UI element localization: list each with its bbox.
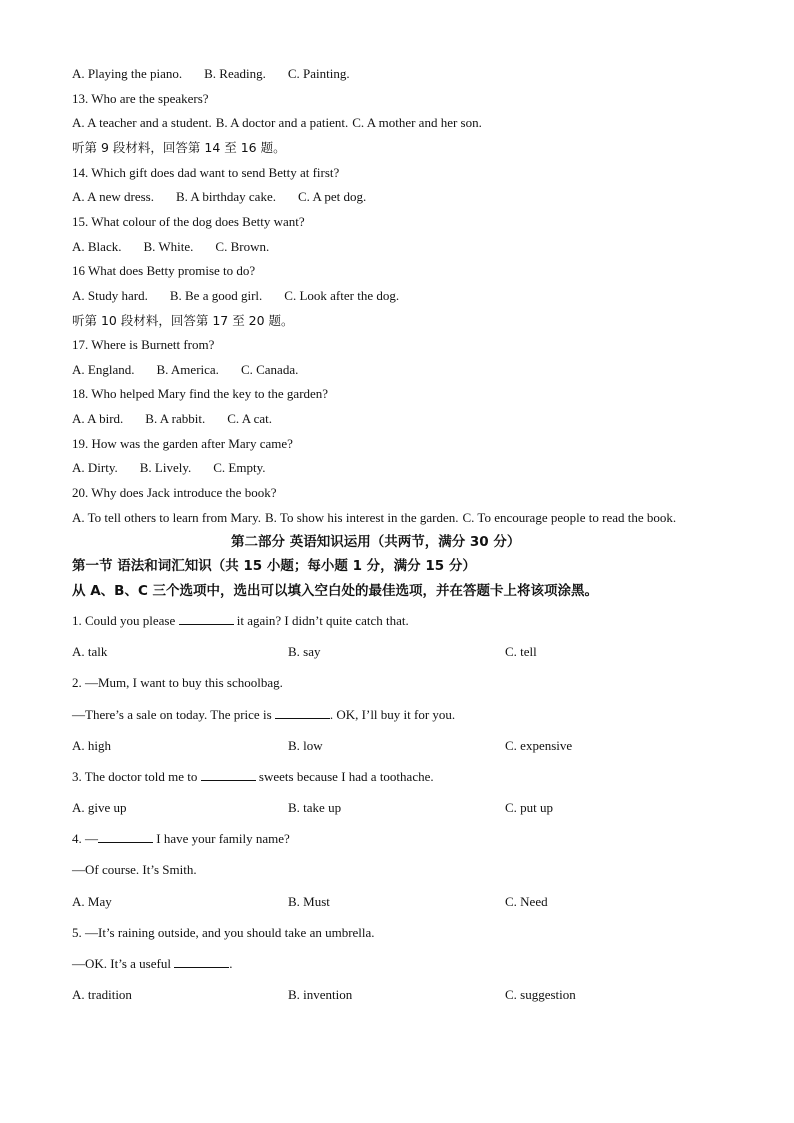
question-stem [72, 831, 290, 847]
answer-option: C. Painting. [287, 66, 350, 81]
answer-option: A. A teacher and a student. [72, 115, 212, 131]
answer-option: C. Canada. [240, 361, 299, 377]
stem-text: . [229, 955, 233, 971]
stem-text: . OK, I’ll buy it for you. [329, 706, 456, 722]
question-text: 16 What does Betty promise to do? [72, 263, 256, 279]
answer-option: A. high [72, 737, 111, 753]
answer-option: B. say [288, 644, 321, 660]
answer-option: B. Reading. [204, 66, 266, 81]
answer-option: B. America. [156, 361, 219, 377]
options-row [72, 288, 399, 304]
answer-option: A. talk [72, 644, 108, 660]
answer-option: C. To encourage people to read the book. [462, 509, 677, 525]
answer-option: A. Black. [72, 238, 122, 254]
answer-blank [275, 707, 330, 719]
answer-option: C. expensive [505, 737, 573, 753]
stem-text: —Of course. It’s Smith. [72, 862, 197, 878]
answer-option: B. Lively. [139, 460, 192, 476]
answer-option: A. Playing the piano. [72, 66, 183, 81]
answer-option: A. To tell others to learn from Mary. [72, 509, 261, 525]
question-stem [72, 925, 375, 941]
options-row [72, 460, 266, 476]
options-row [72, 411, 272, 427]
answer-blank [174, 956, 229, 968]
options-row [72, 189, 366, 205]
stem-text: 2. —Mum, I want to buy this schoolbag. [72, 675, 283, 691]
stem-text: 1. Could you please [72, 613, 179, 628]
answer-option: A. give up [72, 800, 127, 816]
question-text: 14. Which gift does dad want to send Betty at first? [72, 164, 340, 180]
answer-option: A. Dirty. [72, 460, 118, 476]
stem-text: sweets because I had a toothache. [255, 768, 434, 784]
answer-option: A. May [72, 893, 112, 909]
answer-option: B. Must [288, 893, 330, 909]
options-row [72, 115, 482, 131]
question-text: 17. Where is Burnett from? [72, 337, 215, 353]
question-text: 15. What colour of the dog does Betty want? [72, 213, 305, 229]
answer-blank [201, 769, 256, 781]
answer-option: C. Brown. [215, 238, 270, 254]
question-stem [72, 707, 455, 723]
stem-text: it again? I didn’t quite catch that. [233, 613, 409, 628]
answer-option: B. Be a good girl. [169, 287, 263, 303]
answer-option: B. White. [143, 238, 194, 254]
section-title: 第一节 语法和词汇知识（共 15 小题；每小题 1 分，满分 15 分） [72, 558, 476, 574]
answer-option: C. A mother and her son. [352, 115, 482, 131]
options-row [72, 239, 269, 255]
answer-option: C. A cat. [227, 411, 273, 427]
options-row [72, 510, 676, 526]
answer-option: A. A new dress. [72, 189, 154, 205]
options-row [72, 66, 350, 82]
question-text: 20. Why does Jack introduce the book? [72, 485, 277, 501]
answer-option: C. suggestion [505, 987, 576, 1003]
answer-option: B. take up [288, 800, 342, 816]
options-row [72, 362, 298, 378]
answer-option: C. put up [505, 800, 554, 816]
listening-instruction: 听第 9 段材料，回答第 14 至 16 题。 [72, 139, 286, 155]
answer-blank [179, 613, 234, 625]
stem-text: 4. — [72, 831, 98, 847]
section-instruction: 从 A、B、C 三个选项中，选出可以填入空白处的最佳选项，并在答题卡上将该项涂黑。 [72, 583, 599, 599]
question-text: 19. How was the garden after Mary came? [72, 435, 293, 451]
answer-option: C. Look after the dog. [284, 287, 400, 303]
answer-option: A. tradition [72, 987, 132, 1003]
answer-option: C. A pet dog. [297, 189, 367, 205]
question-stem [72, 769, 434, 785]
answer-option: C. tell [505, 644, 537, 660]
answer-option: B. invention [288, 987, 353, 1003]
question-stem [72, 956, 232, 972]
stem-text: 3. The doctor told me to [72, 768, 201, 784]
answer-option: B. A doctor and a patient. [215, 115, 349, 131]
answer-option: B. A birthday cake. [175, 189, 276, 205]
stem-text: 5. —It’s raining outside, and you should take an umbrella. [72, 924, 375, 940]
stem-text: —OK. It’s a useful [72, 955, 175, 971]
question-stem [72, 862, 197, 878]
stem-text: I have your family name? [153, 831, 290, 847]
question-stem [72, 675, 283, 691]
question-text: 13. Who are the speakers? [72, 90, 209, 106]
question-stem [72, 613, 409, 629]
answer-option: B. To show his interest in the garden. [265, 509, 459, 525]
answer-option: B. low [288, 737, 323, 753]
answer-option: C. Need [505, 893, 548, 909]
answer-option: A. A bird. [72, 411, 124, 427]
listening-instruction: 听第 10 段材料，回答第 17 至 20 题。 [72, 312, 294, 328]
answer-option: A. Study hard. [72, 287, 148, 303]
answer-option: A. England. [72, 361, 135, 377]
answer-blank [98, 831, 153, 843]
answer-option: C. Empty. [213, 460, 266, 476]
part-title: 第二部分 英语知识运用（共两节，满分 30 分） [231, 534, 521, 550]
answer-option: B. A rabbit. [145, 411, 206, 427]
stem-text: —There’s a sale on today. The price is [72, 706, 275, 722]
question-text: 18. Who helped Mary find the key to the garden? [72, 386, 329, 402]
